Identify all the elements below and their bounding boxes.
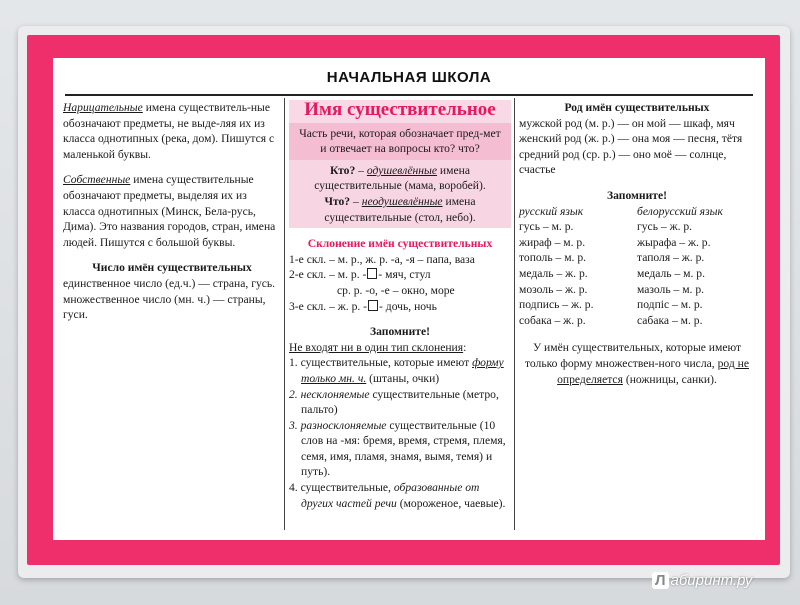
table-row: гусь – м. р. гусь – ж. р. [519, 220, 693, 234]
neuter-text: средний род (ср. р.) — оно моё — солнце, счастье [519, 147, 727, 177]
animate-text: Кто? – одушевлённые имена существительные (мама, воробей). [314, 163, 486, 193]
watermark [652, 572, 752, 589]
column-middle [289, 100, 511, 511]
title-divider [65, 94, 753, 96]
what-question: Что? [324, 194, 351, 208]
plural-only-note [519, 340, 755, 387]
table-row: медаль – ж. р. медаль – м. р. [519, 266, 705, 280]
plural-text: множественное число (мн. ч.) — страны, гуси. [63, 292, 266, 322]
declension-2a-post: - мяч, стул [378, 268, 431, 282]
card-title: НАЧАЛЬНАЯ ШКОЛА [326, 69, 492, 86]
inanimate-text: Что? – неодушевлённые имена существительные (стол, небо). [324, 194, 476, 224]
masculine-text: мужской род (м. р.) — он мой — шкаф, мяч [519, 116, 735, 130]
column-divider-2 [514, 98, 515, 530]
declension-2b: ср. р. -о, -е – окно, море [337, 283, 455, 297]
noun-heading: Имя существительное [304, 99, 496, 120]
declension-heading: Склонение имён существительных [307, 237, 493, 251]
list-item: 3. разносклоняемые существительные (10 слов на -мя: бремя, время, стремя, племя, семя, имя, пламя, знамя, вымя, темя) и путь). [289, 418, 506, 479]
declension-3 [289, 299, 511, 315]
lang-ru-label: русский язык [519, 204, 584, 218]
number-heading: Число имён существительных [92, 261, 252, 275]
watermark-text: абиринт.ру [670, 572, 753, 589]
language-table-header [519, 204, 755, 220]
declension-2a [289, 267, 511, 283]
list-item: 1. существительные, которые имеют форму только мн. ч. (штаны, очки) [289, 356, 504, 385]
zero-ending-box [367, 268, 377, 279]
card-content [53, 58, 765, 540]
not-in-text: Не входят ни в один тип склонения [289, 340, 464, 354]
column-right [519, 100, 755, 387]
lang-by-label: белорусский язык [637, 204, 723, 218]
watermark-badge: Л [652, 572, 669, 589]
definition-box [289, 123, 511, 160]
zero-ending-box [368, 300, 378, 311]
remember-heading-right: Запомните! [607, 188, 667, 202]
comparison-rows [519, 219, 755, 328]
proper-term: Собственные [63, 173, 131, 187]
list-item: 2. несклоняемые существительные (метро, пальто) [289, 387, 499, 417]
inanimate-examples: имена существительные (стол, небо). [324, 194, 476, 224]
column-left [63, 100, 281, 323]
declension-2a-pre: 2-е скл. – м. р. - [289, 268, 367, 282]
table-row: тополь – м. р. таполя – ж. р. [519, 251, 705, 265]
animate-examples: имена существительные (мама, воробей). [314, 163, 486, 193]
declension-1: 1-е скл. – м. р., ж. р. -а, -я – папа, ваза [289, 252, 475, 266]
definition-text: Часть речи, которая обозначает пред-мет и отвечает на вопросы кто? что? [299, 126, 501, 156]
gender-heading: Род имён существительных [564, 101, 710, 114]
common-text: имена существитель-ные обозначают предметы, не выде-ляя их из класса однотипных (река, дом). Пишутся с маленькой буквы. [63, 101, 275, 161]
singular-text: единственное число (ед.ч.) — страна, гусь. [63, 276, 276, 290]
note-pre: У имён существительных, которые имеют только форму множествен-ного числа, [524, 341, 742, 370]
common-term: Нарицательные [63, 101, 143, 114]
table-row: собака – ж. р. сабака – м. р. [519, 313, 703, 327]
inanimate-term: неодушевлённые [361, 194, 443, 208]
list-item: 4. существительные, образованные от других частей речи (мороженое, чаевые). [289, 481, 506, 510]
who-question: Кто? [330, 163, 356, 177]
exceptions-list [289, 355, 511, 511]
proper-text: имена существительные обозначают предметы, выделяя их из класса однотипных (Минск, Бела-русь, Дима). Это названия городов, стран, имена людей. Пишутся с большой буквы. [63, 173, 276, 249]
animate-term: одушевлённые [366, 163, 438, 177]
noun-heading-box [289, 100, 511, 123]
note-underlined: род не определяется [557, 356, 749, 386]
feminine-text: женский род (ж. р.) — она моя — песня, тётя [519, 132, 743, 146]
not-in-colon: : [463, 340, 467, 354]
declension-3-post: - дочь, ночь [379, 299, 437, 313]
note-post: (ножницы, санки). [625, 372, 717, 386]
not-in-declension [289, 340, 511, 356]
common-nouns-paragraph [63, 100, 281, 162]
declension-3-pre: 3-е скл. – ж. р. - [289, 299, 368, 313]
table-row: жираф – м. р. жырафа – ж. р. [519, 235, 711, 249]
table-row: мозоль – ж. р. мазоль – м. р. [519, 282, 705, 296]
column-divider-1 [284, 98, 285, 530]
table-row: подпись – ж. р. подпіс – м. р. [519, 298, 703, 312]
proper-nouns-paragraph [63, 172, 281, 250]
remember-heading-middle: Запомните! [370, 325, 430, 339]
animacy-box [289, 160, 511, 228]
